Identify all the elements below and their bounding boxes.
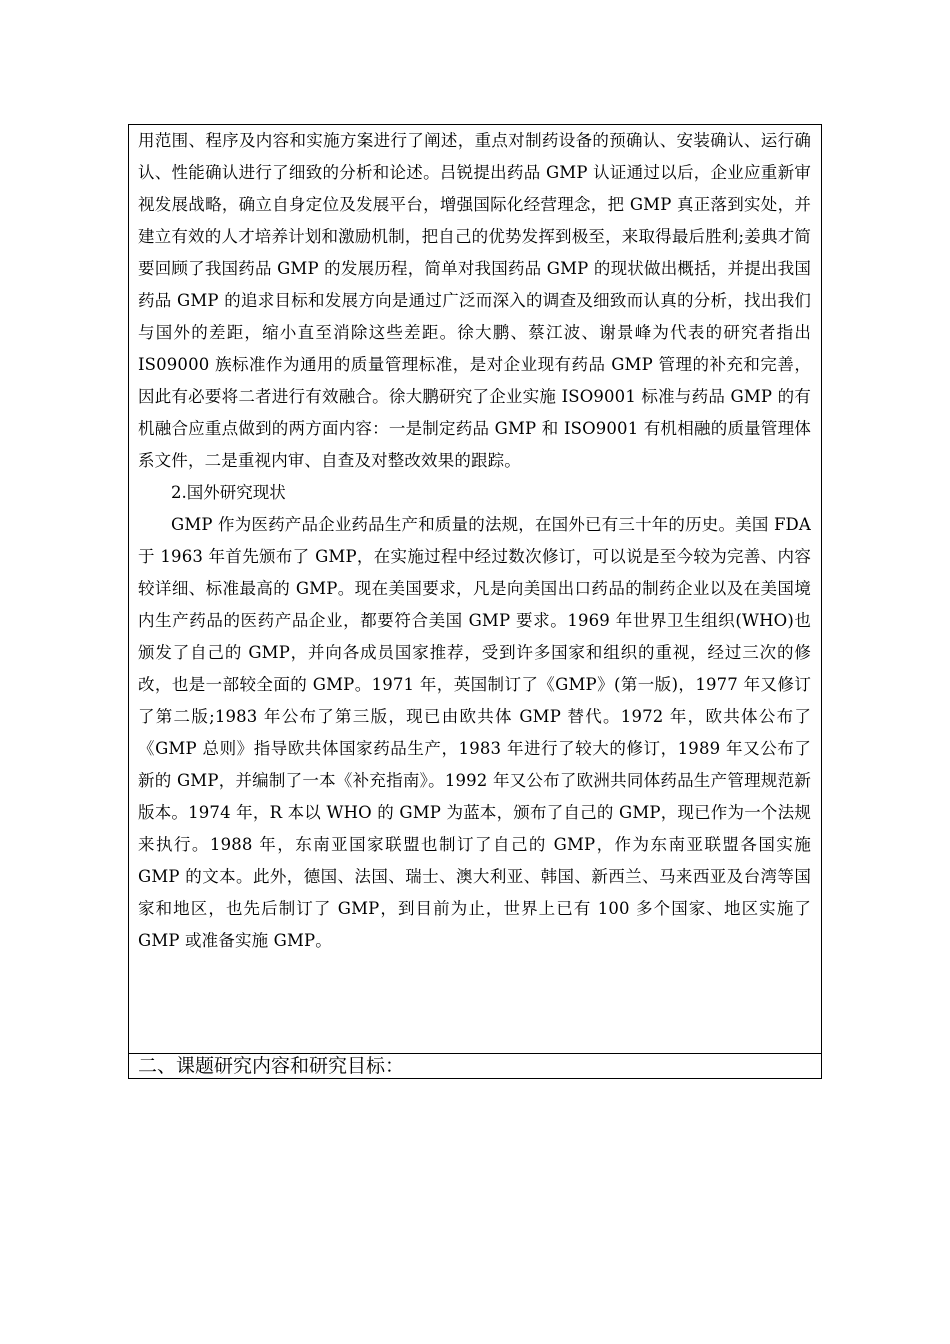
- foreign-research-heading: 2.国外研究现状: [171, 483, 286, 502]
- foreign-research-paragraph: GMP 作为医药产品企业药品生产和质量的法规，在国外已有三十年的历史。美国 FDA 于 1963 年首先颁布了 GMP，在实施过程中经过数次修订，可以说是至今较为完善、内容较详细、标准最高的 GMP。现在美国要求，凡是向美国出口药品的制药企业以及在美国境内生产药品的医药产品企业，都要符合美国 GMP 要求。1969 年世界卫生组织(WHO)也颁发了自己的 GMP，并向各成员国家推荐，受到许多国家和组织的重视，经过三次的修改，也是一部较全面的 GMP。1971 年，英国制订了《GMP》(第一版)，1977 年又修订了第二版;1983 年公布了第三版，现已由欧共体 GMP 替代。1972 年，欧共体公布了《GMP 总则》指导欧共体国家药品生产，1983 年进行了较大的修订，1989 年又公布了新的 GMP，并编制了一本《补充指南》。1992 年又公布了欧洲共同体药品生产管理规范新版本。1974 年，R 本以 WHO 的 GMP 为蓝本，颁布了自己的 GMP，现已作为一个法规来执行。1988 年，东南亚国家联盟也制订了自己的 GMP，作为东南亚联盟各国实施 GMP 的文本。此外，德国、法国、瑞士、澳大利亚、韩国、新西兰、马来西亚及台湾等国家和地区，也先后制订了 GMP，到目前为止，世界上已有 100 多个国家、地区实施了 GMP 或准备实施 GMP。: [138, 515, 811, 950]
- section-two-heading: 二、课题研究内容和研究目标：: [138, 1055, 405, 1077]
- research-status-cell: [129, 125, 821, 1054]
- domestic-research-paragraph: 用范围、程序及内容和实施方案进行了阐述，重点对制药设备的预确认、安装确认、运行确认、性能确认进行了细致的分析和论述。吕锐提出药品 GMP 认证通过以后，企业应重新审视发展战略，确立自身定位及发展平台，增强国际化经营理念，把 GMP 真正落到实处，并建立有效的人才培养计划和激励机制，把自己的优势发挥到极至，来取得最后胜利;姜典才简要回顾了我国药品 GMP 的发展历程，简单对我国药品 GMP 的现状做出概括，并提出我国药品 GMP 的追求目标和发展方向是通过广泛而深入的调查及细致而认真的分析，找出我们与国外的差距，缩小直至消除这些差距。徐大鹏、蔡江波、谢景峰为代表的研究者指出 IS09000 族标准作为通用的质量管理标准，是对企业现有药品 GMP 管理的补充和完善，因此有必要将二者进行有效融合。徐大鹏研究了企业实施 ISO9001 标准与药品 GMP 的有机融合应重点做到的两方面内容：一是制定药品 GMP 和 ISO9001 有机相融的质量管理体系文件，二是重视内审、自查及对整改效果的跟踪。: [138, 131, 811, 470]
- form-table: [128, 124, 822, 1079]
